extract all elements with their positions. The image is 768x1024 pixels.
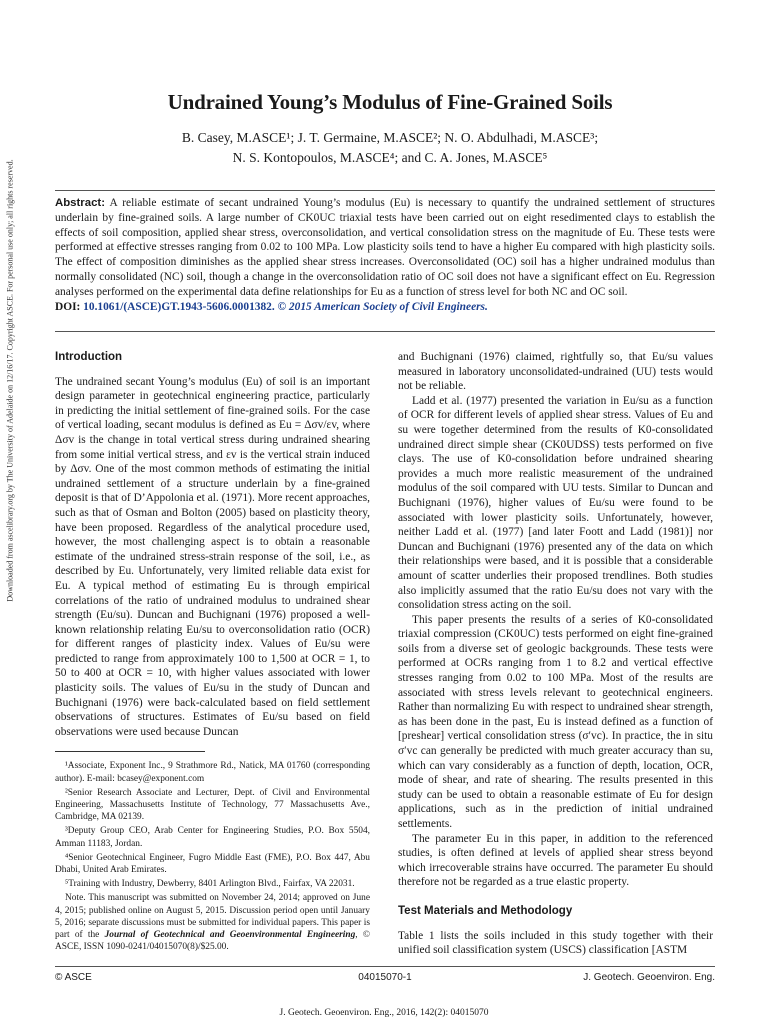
- author-line-1: B. Casey, M.ASCE¹; J. T. Germaine, M.ASCE²; N. O. Abdulhadi, M.ASCE³;: [181, 130, 599, 145]
- right-column: [398, 350, 713, 958]
- abstract-top-rule: [55, 190, 715, 191]
- download-notice: [0, 70, 20, 690]
- footer-copyright: © ASCE: [55, 972, 92, 983]
- footnote-rule: [55, 751, 205, 752]
- abstract-label: Abstract:: [55, 197, 106, 209]
- right-paragraph-3: This paper presents the results of a series of K0-consolidated triaxial compression (CK0UC) tests performed on eight fine-grained soils from a diverse set of geologic backgrounds. These tests were performed at OCRs ranging from 1 to 8.2 and vertical effective stresses ranging from 0.02 to 100 MPa. Most of the results are associated with stress levels relevant to geotechnical engineers. Rather than normalizing Eu with respect to undrained shear strength, as has been done in the past, Eu is instead defined as a function of [preshear] vertical consolidation stress (σ′vc). In practice, the in situ σ′vc can generally be predicted with much greater accuracy than su, which can vary considerably as a function of depth, location, OCR, mode of shear, and rate of shearing. The results presented in this study can be used to obtain a reasonable estimate of Eu for design applications, such as in the prediction of initial undrained settlements.: [398, 613, 713, 830]
- manuscript-note-text: Note. This manuscript was submitted on November 24, 2014; approved on June 4, 2015; published online on August 5, 2015. Discussion period open until January 5, 2016; separate discussions must be submitted for individual papers. This paper is part of the: [55, 893, 370, 941]
- abstract-bottom-rule: [55, 331, 715, 332]
- introduction-heading: Introduction: [55, 351, 123, 363]
- journal-name: Journal of Geotechnical and Geoenvironmental Engineering: [104, 930, 356, 941]
- paper-title: Undrained Young’s Modulus of Fine-Grained Soils: [167, 90, 613, 114]
- footnote-1: ¹Associate, Exponent Inc., 9 Strathmore Rd., Natick, MA 01760 (corresponding author). E-mail: bcasey@exponent.com: [55, 761, 370, 784]
- footnote-4: ⁴Senior Geotechnical Engineer, Fugro Middle East (FME), P.O. Box 447, Abu Dhabi, United Arab Emirates.: [55, 852, 370, 876]
- methodology-paragraph: Table 1 lists the soils included in this study together with their unified soil classification system (USCS) classification [ASTM: [398, 929, 713, 957]
- author-list: [60, 128, 720, 168]
- manuscript-note-tail: , © ASCE, ISSN 1090-0241/04015070(8)/$25.00.: [55, 930, 371, 953]
- footnote-3: ³Deputy Group CEO, Arab Center for Engineering Studies, P.O. Box 5504, Amman 11183, Jordan.: [55, 826, 370, 849]
- right-paragraph-4: The parameter Eu in this paper, in addition to the referenced studies, is often defined at levels of applied shear stress beyond which irrecoverable strains have occurred. The parameter Eu should therefore not be regarded as a true elastic property.: [398, 832, 713, 889]
- doi-link[interactable]: 10.1061/(ASCE)GT.1943-5606.0001382.: [83, 300, 275, 313]
- abstract-copyright: © 2015 American Society of Civil Engineers.: [277, 300, 488, 313]
- footnote-2: ²Senior Research Associate and Lecturer, Dept. of Civil and Environmental Engineering, Massachusetts Institute of Technology, 77 Massachusetts Ave., Cambridge, MA 02139.: [55, 787, 370, 823]
- right-paragraph-1: and Buchignani (1976) claimed, rightfully so, that Eu/su values measured in laboratory unconsolidated-undrained (UU) tests would not be reliable.: [398, 351, 713, 393]
- citation-line: J. Geotech. Geoenviron. Eng., 2016, 142(2): 04015070: [279, 1008, 489, 1018]
- doi-label: DOI:: [55, 300, 81, 313]
- footnote-5: ⁵Training with Industry, Dewberry, 8401 Arlington Blvd., Fairfax, VA 22031.: [65, 879, 355, 890]
- download-notice-text: Downloaded from ascelibrary.org by The University of Adelaide on 12/16/17. Copyright ASCE. For personal use only; all rights reserved.: [5, 158, 15, 602]
- author-line-2: N. S. Kontopoulos, M.ASCE⁴; and C. A. Jones, M.ASCE⁵: [232, 150, 548, 165]
- footer-rule: [55, 966, 715, 967]
- left-column: [55, 350, 370, 955]
- footer-journal: J. Geotech. Geoenviron. Eng.: [583, 972, 715, 983]
- doi-line: [55, 300, 715, 315]
- abstract-block: [55, 196, 715, 314]
- abstract-text: A reliable estimate of secant undrained Young’s modulus (Eu) is necessary to quantify the undrained settlement of structures underlain by fine-grained soils. A large number of CK0UC triaxial tests have been carried out on eight resedimented clays to establish the effects of soil composition, applied shear stress, overconsolidation, and vertical consolidation stress on the magnitude of Eu. These tests were performed at effective stresses ranging from 0.02 to 100 MPa. Low plasticity soils tend to have a higher Eu compared with high plasticity soils. The effect of composition diminishes as the applied shear stress increases. Overconsolidated (OC) soil has a higher undrained modulus than normally consolidated (NC) soil, though a change in the overconsolidation ratio of OC soil does not have a significant effect on Eu. Regression analyses performed on the experimental data define relationships for Eu as a function of stress level for both NC and OC soil.: [55, 197, 715, 298]
- footer-article-number: 04015070-1: [358, 972, 412, 983]
- methodology-heading: Test Materials and Methodology: [398, 904, 573, 917]
- right-paragraph-2: Ladd et al. (1977) presented the variation in Eu/su as a function of OCR for different levels of applied shear stress. Values of Eu and su were together determined from the results of K0-consolidated undrained direct simple shear (CK0UDSS) tests performed on five clays. The use of K0-consolidation before undrained shearing provides a much more realistic measurement of the undrained modulus of the soil compared with UU tests. Similar to Duncan and Buchignani (1976), higher values of Eu/su were found to be associated with lower plasticity soils. Unfortunately, however, neither Ladd et al. (1977) [and later Foott and Ladd (1981)] nor Duncan and Buchignani (1976) presented any of the data on which their relationships were based, and it is possible that a considerable amount of scatter underlies their proposed trendlines. Both studies also implicitly assumed that the ratio Eu/su does not vary with the consolidation stress acting on the soil.: [398, 394, 713, 612]
- manuscript-note: [55, 892, 370, 953]
- intro-paragraph: The undrained secant Young’s modulus (Eu) of soil is an important design parameter in geotechnical engineering practice, particularly in predicting the initial settlement of fine-grained soils. For the case of vertical loading, secant modulus is defined as Eu = Δσv/εv, where Δσv is the change in total vertical stress during undrained shearing from some initial vertical stress, and εv is the vertical strain induced by Δσv. One of the most common methods of estimating the initial undrained settlement of a structure underlain by a fine-grained deposit is that of D’Appolonia et al. (1971). More recent approaches, such as that of Osman and Bolton (2005) based on plasticity theory, have been proposed. Regardless of the analytical procedure used, however, the most challenging aspect is to obtain a reasonable estimate of the undrained stress-strain response of the soil, i.e., as described by Eu. Unfortunately, very limited reliable data exist for Eu. A typical method of estimating Eu is through empirical correlations of the ratio of undrained modulus to undrained shear strength (Eu/su). Duncan and Buchignani (1976) proposed a well-known relationship relating Eu/su to overconsolidation ratio (OCR) for different ranges of plasticity index. Values of Eu/su were predicted to range from approximately 100 to 1,500 at OCR = 1, to 50 to 400 at OCR = 10, with higher values associated with lower plasticity soils. The values of Eu/su in the study of Duncan and Buchignani (1976) were back-calculated based on field settlement observations of structures. Estimates of Eu/su based on field observations were used because Duncan: [55, 375, 370, 738]
